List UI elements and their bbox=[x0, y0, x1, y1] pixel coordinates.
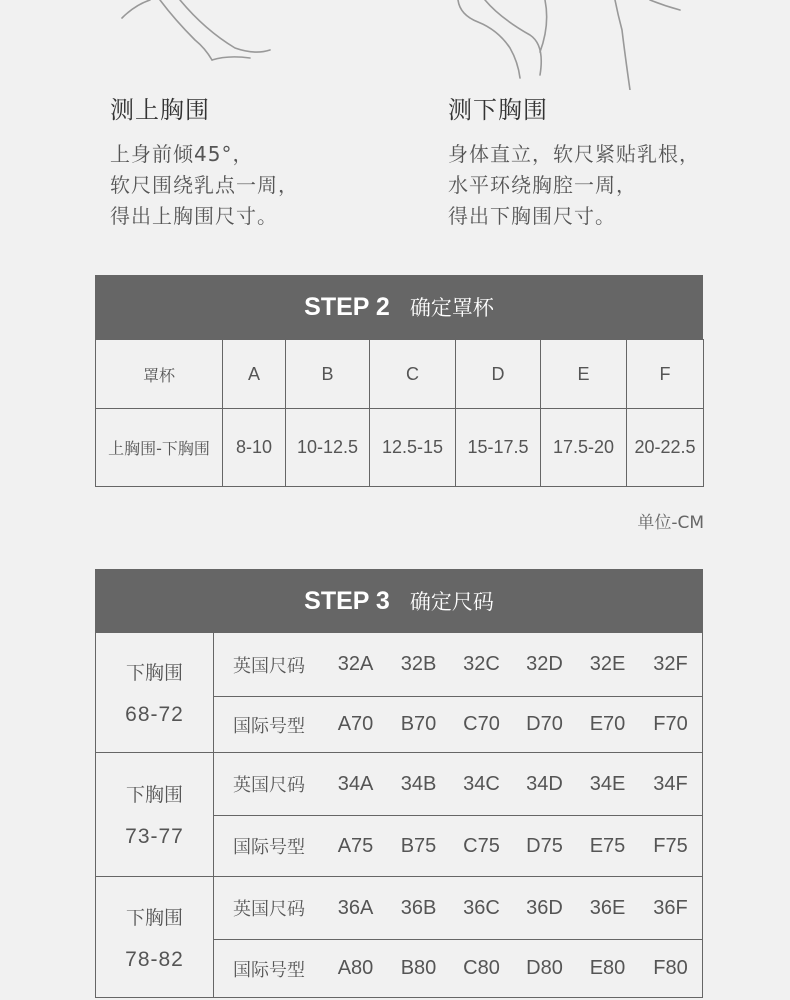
size-cell: 32E bbox=[589, 653, 626, 675]
underbust-value: 73-77 bbox=[125, 825, 184, 848]
table-cell: B bbox=[286, 340, 370, 409]
measure-upper-line: 得出上胸围尺寸。 bbox=[110, 204, 278, 228]
measure-upper-text bbox=[110, 139, 299, 232]
size-cell: E70 bbox=[589, 713, 626, 735]
size-cell: F70 bbox=[653, 713, 688, 735]
size-cell: B75 bbox=[400, 834, 437, 857]
body-illustration bbox=[0, 0, 790, 90]
step2-label: STEP 2 bbox=[304, 292, 390, 321]
size-cell: D70 bbox=[526, 713, 563, 735]
size-group bbox=[95, 753, 703, 877]
uk-size-row bbox=[214, 877, 702, 939]
underbust-value: 68-72 bbox=[125, 703, 184, 726]
size-cell: 32F bbox=[653, 653, 688, 675]
size-cell: 32B bbox=[400, 653, 437, 675]
table-cell: 20-22.5 bbox=[627, 409, 704, 487]
intl-size-label: 国际号型 bbox=[233, 959, 305, 981]
uk-size-label: 英国尺码 bbox=[233, 775, 305, 796]
measure-lower-title: 测下胸围 bbox=[448, 96, 548, 124]
size-cell: F75 bbox=[653, 834, 688, 857]
size-cell: 34D bbox=[526, 772, 563, 795]
table-cell: 15-17.5 bbox=[456, 409, 541, 487]
size-cell: 36D bbox=[526, 896, 563, 919]
step2-header bbox=[95, 275, 703, 339]
measure-lower-line: 水平环绕胸腔一周， bbox=[448, 173, 637, 197]
cup-table bbox=[95, 339, 704, 487]
table-cell: E bbox=[541, 340, 627, 409]
measure-upper-line: 上身前倾45°， bbox=[110, 142, 254, 166]
size-cell: C70 bbox=[463, 713, 500, 735]
underbust-label: 下胸围 bbox=[125, 662, 183, 684]
unit-note: 单位-CM bbox=[637, 513, 704, 533]
size-cell: B70 bbox=[400, 713, 437, 735]
table-cell: A bbox=[223, 340, 286, 409]
table-cell: F bbox=[627, 340, 704, 409]
table-cell: 17.5-20 bbox=[541, 409, 627, 487]
step2-title: 确定罩杯 bbox=[409, 296, 494, 320]
measure-upper-line: 软尺围绕乳点一周， bbox=[110, 173, 299, 197]
measure-under-bust bbox=[448, 90, 700, 232]
size-group bbox=[95, 633, 703, 753]
size-cell: 34E bbox=[589, 772, 626, 795]
measure-lower-text bbox=[448, 139, 700, 232]
size-cell: 34C bbox=[463, 772, 500, 795]
size-cell: E80 bbox=[589, 957, 626, 979]
size-cell: B80 bbox=[400, 957, 437, 979]
size-cell: D80 bbox=[526, 957, 563, 979]
cup-header-row bbox=[96, 340, 704, 409]
size-cell: 36C bbox=[463, 896, 500, 919]
table-cell: 8-10 bbox=[223, 409, 286, 487]
cup-value-row bbox=[96, 409, 704, 487]
size-cell: 34A bbox=[337, 772, 374, 795]
underbust-range bbox=[96, 633, 214, 752]
uk-size-label: 英国尺码 bbox=[233, 899, 305, 920]
table-cell: D bbox=[456, 340, 541, 409]
measure-upper-bust bbox=[110, 90, 299, 232]
size-cell: 36E bbox=[589, 896, 626, 919]
size-cell: 36F bbox=[653, 896, 688, 919]
underbust-range bbox=[96, 753, 214, 876]
table-cell: C bbox=[370, 340, 456, 409]
size-cell: E75 bbox=[589, 834, 626, 857]
uk-size-label: 英国尺码 bbox=[233, 655, 305, 677]
size-cell: 32C bbox=[463, 653, 500, 675]
intl-size-row bbox=[214, 696, 702, 752]
intl-size-row bbox=[214, 815, 702, 876]
size-cell: 34F bbox=[653, 772, 688, 795]
size-cell: F80 bbox=[653, 957, 688, 979]
table-cell: 罩杯 bbox=[96, 340, 223, 409]
size-cell: 36B bbox=[400, 896, 437, 919]
measure-upper-title: 测上胸围 bbox=[110, 96, 210, 124]
size-group bbox=[95, 877, 703, 998]
underbust-range bbox=[96, 877, 214, 997]
measure-lower-line: 得出下胸围尺寸。 bbox=[448, 204, 616, 228]
table-cell: 上胸围-下胸围 bbox=[96, 409, 223, 487]
step2-panel bbox=[95, 275, 703, 487]
intl-size-row bbox=[214, 939, 702, 997]
underbust-value: 78-82 bbox=[125, 947, 184, 971]
table-cell: 10-12.5 bbox=[286, 409, 370, 487]
size-cell: C75 bbox=[463, 834, 500, 857]
size-cell: A80 bbox=[337, 957, 374, 979]
uk-size-row bbox=[214, 633, 702, 696]
step3-header bbox=[95, 569, 703, 633]
intl-size-label: 国际号型 bbox=[233, 837, 305, 858]
size-cell: A70 bbox=[337, 713, 374, 735]
size-cell: C80 bbox=[463, 957, 500, 979]
table-cell: 12.5-15 bbox=[370, 409, 456, 487]
size-cell: D75 bbox=[526, 834, 563, 857]
uk-size-row bbox=[214, 753, 702, 815]
size-cell: 34B bbox=[400, 772, 437, 795]
size-cell: 32A bbox=[337, 653, 374, 675]
underbust-label: 下胸围 bbox=[125, 784, 183, 806]
size-cell: 32D bbox=[526, 653, 563, 675]
size-cell: A75 bbox=[337, 834, 374, 857]
step3-panel bbox=[95, 569, 703, 998]
measure-lower-line: 身体直立，软尺紧贴乳根， bbox=[448, 142, 700, 166]
size-cell: 36A bbox=[337, 896, 374, 919]
intl-size-label: 国际号型 bbox=[233, 715, 305, 737]
step3-label: STEP 3 bbox=[304, 586, 390, 615]
step3-title: 确定尺码 bbox=[409, 590, 494, 614]
underbust-label: 下胸围 bbox=[125, 906, 183, 929]
